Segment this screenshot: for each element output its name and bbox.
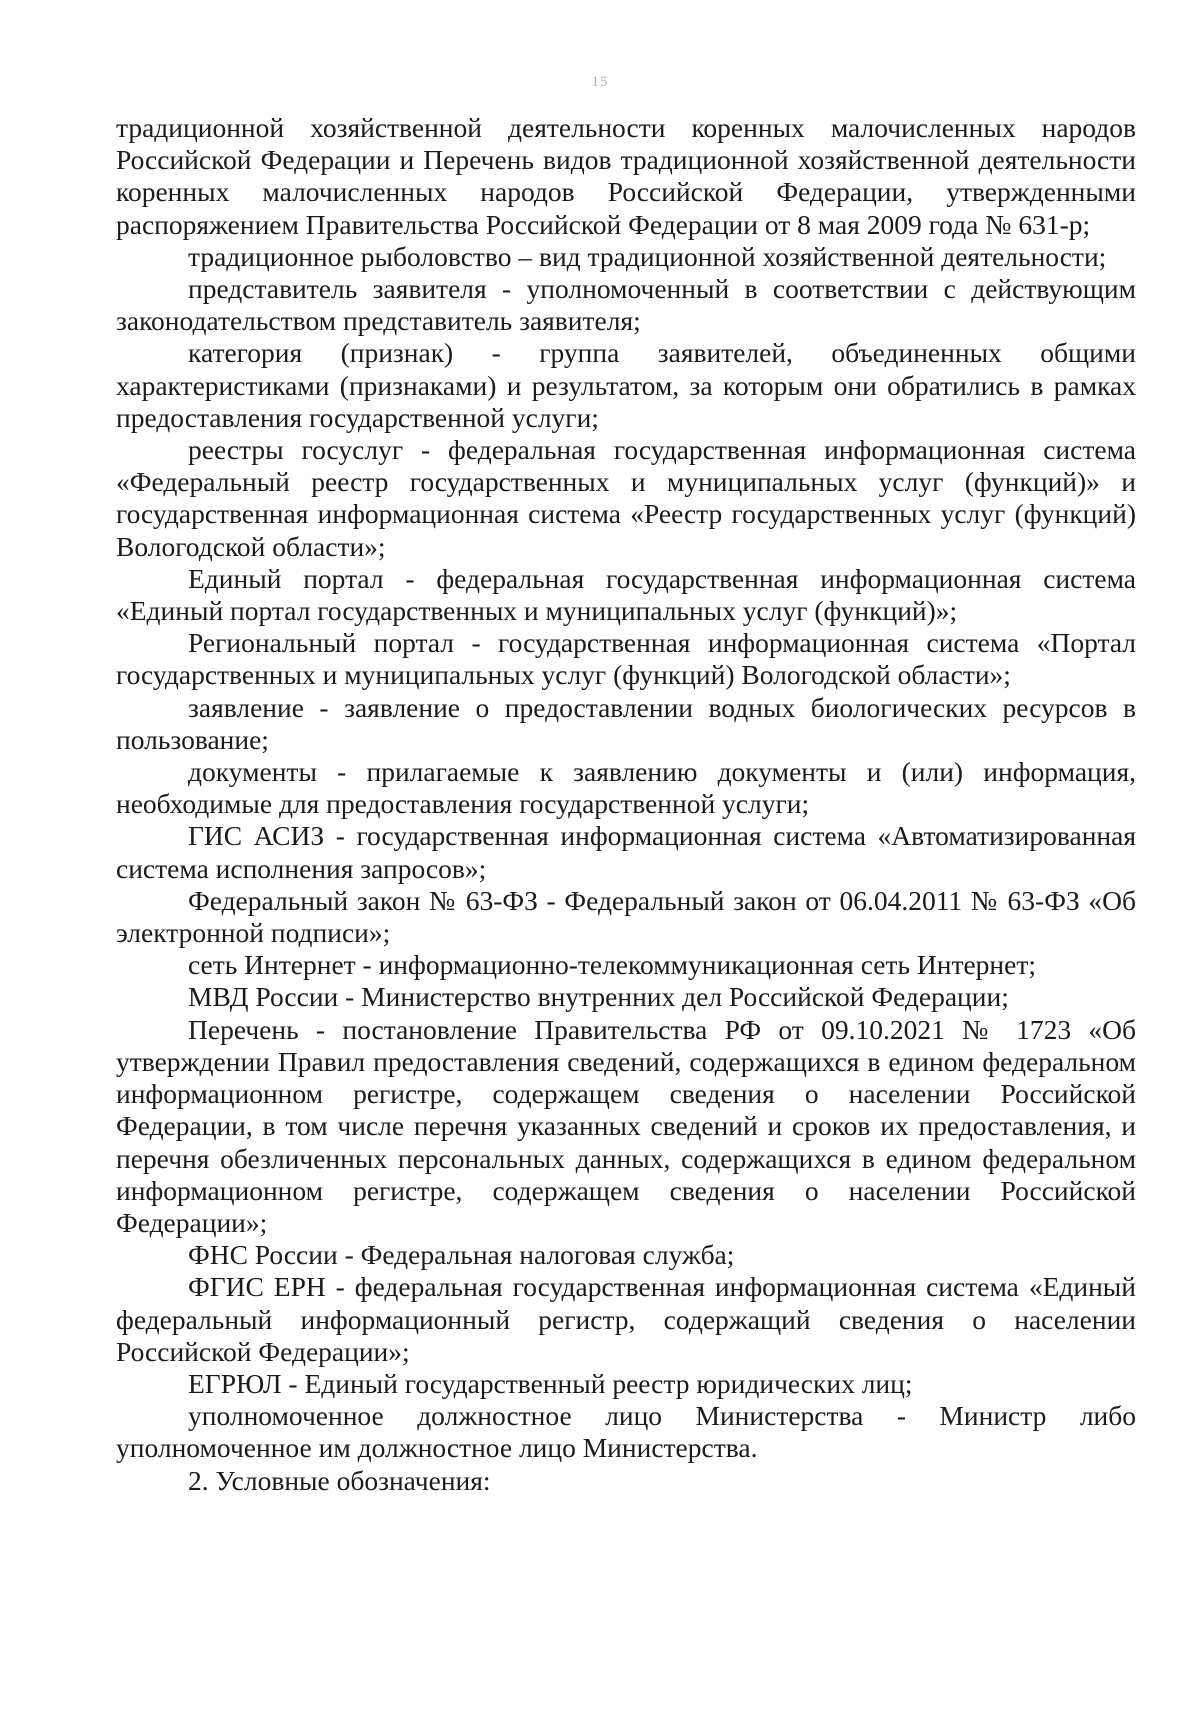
paragraph: традиционной хозяйственной деятельности коренных малочисленных народов Российской Федерации и Перечень видов традиционной хозяйственной деятельности коренных малочисленных народов Российской Федерации, утвержденными распоряжением Правительства Российской Федерации от 8 мая 2009 года № 631-р; bbox=[116, 112, 1136, 240]
paragraph: МВД России - Министерство внутренних дел Российской Федерации; bbox=[188, 981, 1009, 1013]
paragraph: представитель заявителя - уполномоченный в соответствии с действующим законодательством представитель заявителя; bbox=[116, 273, 1136, 337]
section-heading: 2. Условные обозначения: bbox=[188, 1464, 491, 1496]
paragraph: сеть Интернет - информационно-телекоммуникационная сеть Интернет; bbox=[188, 949, 1037, 981]
paragraph: Перечень - постановление Правительства РФ от 09.10.2021 № 1723 «Об утверждении Правил предоставления сведений, содержащихся в едином федеральном информационном регистре, содержащем сведения о населении Российской Федерации, в том числе перечня указанных сведений и сроков их предоставления, и перечня обезличенных персональных данных, содержащихся в едином федеральном информационном регистре, содержащем сведения о населении Российской Федерации»; bbox=[116, 1013, 1136, 1238]
paragraph: категория (признак) - группа заявителей, объединенных общими характеристиками (признаками) и результатом, за которым они обратились в рамках предоставления государственной услуги; bbox=[116, 337, 1136, 433]
document-body bbox=[116, 112, 1136, 1497]
paragraph: заявление - заявление о предоставлении водных биологических ресурсов в пользование; bbox=[116, 691, 1136, 755]
paragraph: Федеральный закон № 63-ФЗ - Федеральный закон от 06.04.2011 № 63-ФЗ «Об электронной подписи»; bbox=[116, 884, 1136, 949]
page-number: 15 bbox=[591, 74, 609, 90]
paragraph: ЕГРЮЛ - Единый государственный реестр юридических лиц; bbox=[188, 1367, 913, 1399]
paragraph: Региональный портал - государственная информационная система «Портал государственных и муниципальных услуг (функций) Вологодской области»; bbox=[116, 627, 1136, 691]
paragraph: традиционное рыболовство – вид традиционной хозяйственной деятельности; bbox=[188, 240, 1107, 272]
paragraph: ФГИС ЕРН - федеральная государственная информационная система «Единый федеральный информационный регистр, содержащий сведения о населении Российской Федерации»; bbox=[116, 1271, 1136, 1367]
paragraph: уполномоченное должностное лицо Министерства - Министр либо уполномоченное им должностное лицо Министерства. bbox=[116, 1400, 1136, 1464]
paragraph: Единый портал - федеральная государственная информационная система «Единый портал государственных и муниципальных услуг (функций)»; bbox=[116, 562, 1136, 627]
paragraph: реестры госуслуг - федеральная государственная информационная система «Федеральный реестр государственных и муниципальных услуг (функций)» и государственная информационная система «Реестр государственных услуг (функций) Вологодской области»; bbox=[116, 434, 1136, 562]
paragraph: документы - прилагаемые к заявлению документы и (или) информация, необходимые для предоставления государственной услуги; bbox=[116, 756, 1136, 820]
paragraph: ГИС АСИЗ - государственная информационная система «Автоматизированная система исполнения запросов»; bbox=[116, 820, 1136, 884]
paragraph: ФНС России - Федеральная налоговая служба; bbox=[188, 1239, 735, 1271]
